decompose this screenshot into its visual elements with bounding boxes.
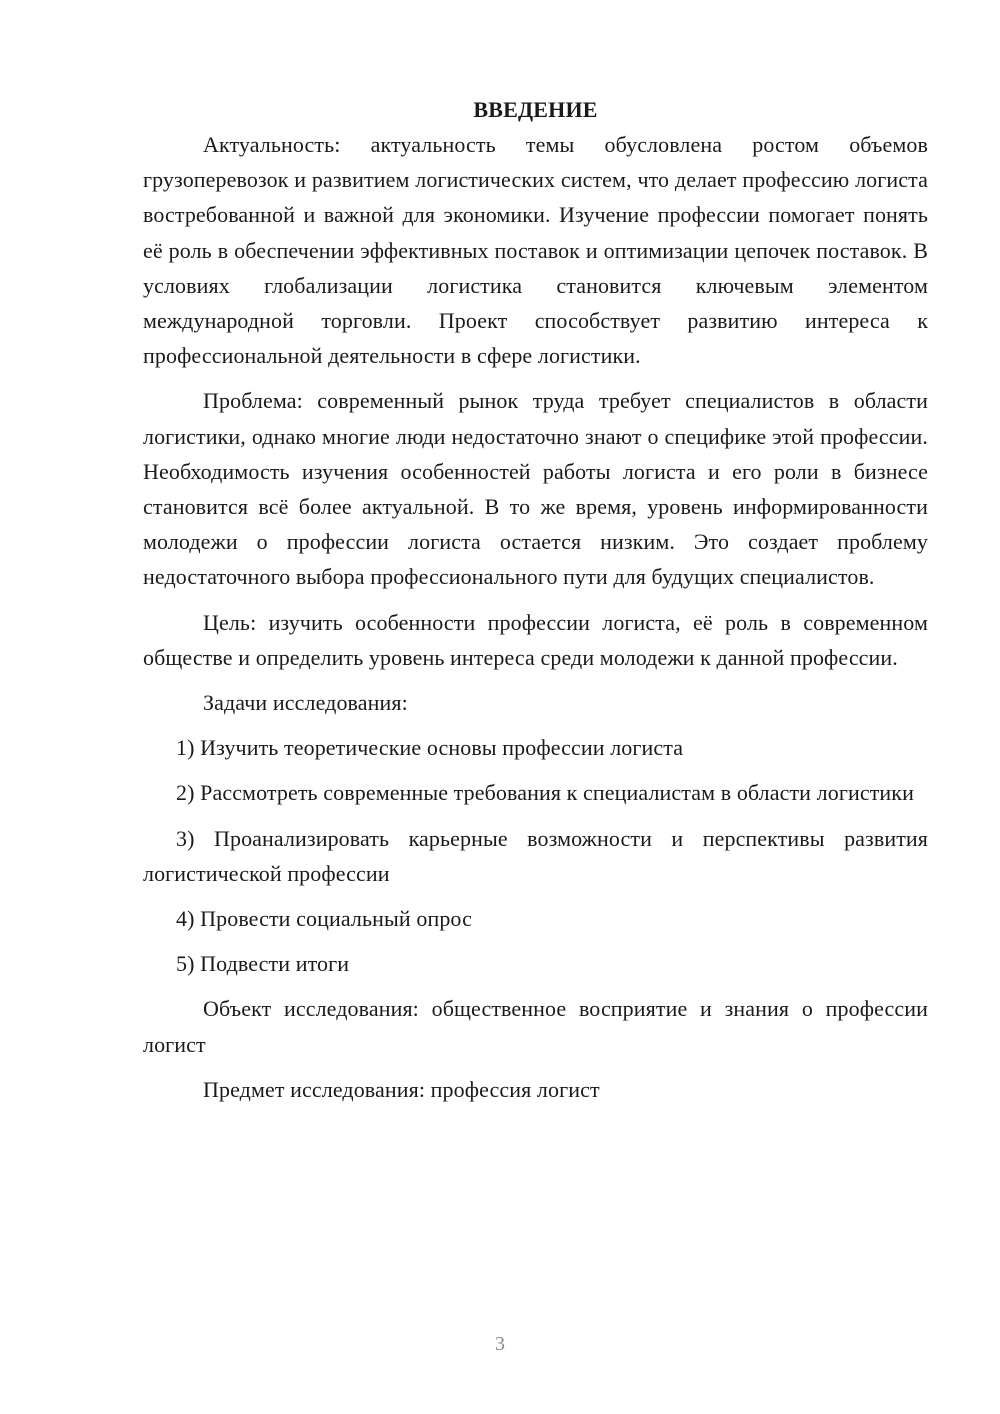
document-page [143, 92, 928, 1107]
page-number: 3 [495, 1333, 505, 1355]
task-item-4: 4) Провести социальный опрос [176, 906, 472, 932]
paragraph-object: Объект исследования: общественное восприятие и знания о профессии логист [143, 996, 928, 1057]
paragraph-problem: Проблема: современный рынок труда требует специалистов в области логистики, однако многие люди недостаточно знают о специфике этой профессии. Необходимость изучения особенностей работы логиста и его роли в бизнесе становится всё более актуальной. В то же время, уровень информированности молодежи о профессии логиста остается низким. Это создает проблему недостаточного выбора профессионального пути для будущих специалистов. [143, 388, 928, 590]
task-item-3: 3) Проанализировать карьерные возможности и перспективы развития логистической профессии [143, 825, 928, 886]
section-heading: ВВЕДЕНИЕ [473, 97, 598, 122]
task-item-5: 5) Подвести итоги [176, 951, 350, 977]
paragraph-tasks-heading: Задачи исследования: [203, 690, 408, 716]
paragraph-subject: Предмет исследования: профессия логист [203, 1076, 600, 1102]
task-item-2: 2) Рассмотреть современные требования к специалистам в области логистики [176, 780, 914, 806]
paragraph-goal: Цель: изучить особенности профессии логиста, её роль в современном обществе и определить уровень интереса среди молодежи к данной профессии. [143, 609, 928, 670]
task-item-1: 1) Изучить теоретические основы профессии логиста [176, 735, 684, 761]
paragraph-relevance: Актуальность: актуальность темы обусловлена ростом объемов грузоперевозок и развитием логистических систем, что делает профессию логиста востребованной и важной для экономики. Изучение профессии помогает понять её роль в обеспечении эффективных поставок и оптимизации цепочек поставок. В условиях глобализации логистика становится ключевым элементом международной торговли. Проект способствует развитию интереса к профессиональной деятельности в сфере логистики. [143, 132, 928, 369]
